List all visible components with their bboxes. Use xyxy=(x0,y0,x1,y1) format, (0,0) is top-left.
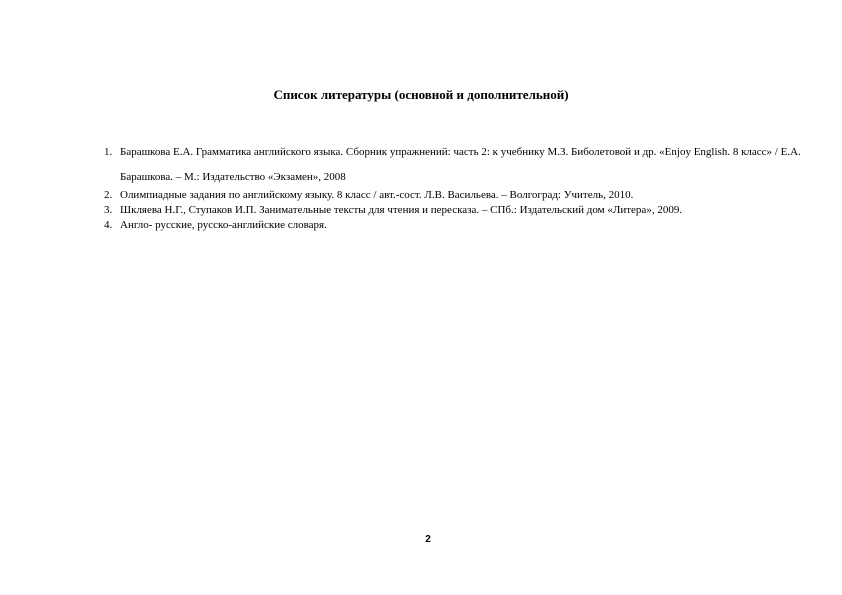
page-number: 2 xyxy=(425,534,431,545)
list-item-text: Шкляева Н.Г., Ступаков И.П. Занимательные тексты для чтения и пересказа. – СПб.: Издательский дом «Литера», 2009. xyxy=(120,204,683,216)
list-item xyxy=(104,203,804,218)
reference-list xyxy=(104,140,804,233)
list-item xyxy=(104,188,804,203)
list-item-number: 4. xyxy=(104,219,113,231)
list-item-text: Барашкова Е.А. Грамматика английского языка. Сборник упражнений: часть 2: к учебнику М.З. Биболетовой и др. «Enjoy English. 8 класс» / Е.А. Барашкова. – М.: Издательство «Экзамен», 2008 xyxy=(120,146,801,183)
list-item-number: 2. xyxy=(104,189,113,201)
list-item-text: Олимпиадные задания по английскому языку. 8 класс / авт.-сост. Л.В. Васильева. – Волгоград: Учитель, 2010. xyxy=(120,189,634,201)
list-item-text: Англо- русские, русско-английские словаря. xyxy=(120,219,327,231)
list-item-number: 1. xyxy=(104,146,113,158)
page-title: Список литературы (основной и дополнительной) xyxy=(273,87,569,102)
list-item xyxy=(104,218,804,233)
list-item xyxy=(104,140,804,190)
list-item-number: 3. xyxy=(104,204,113,216)
